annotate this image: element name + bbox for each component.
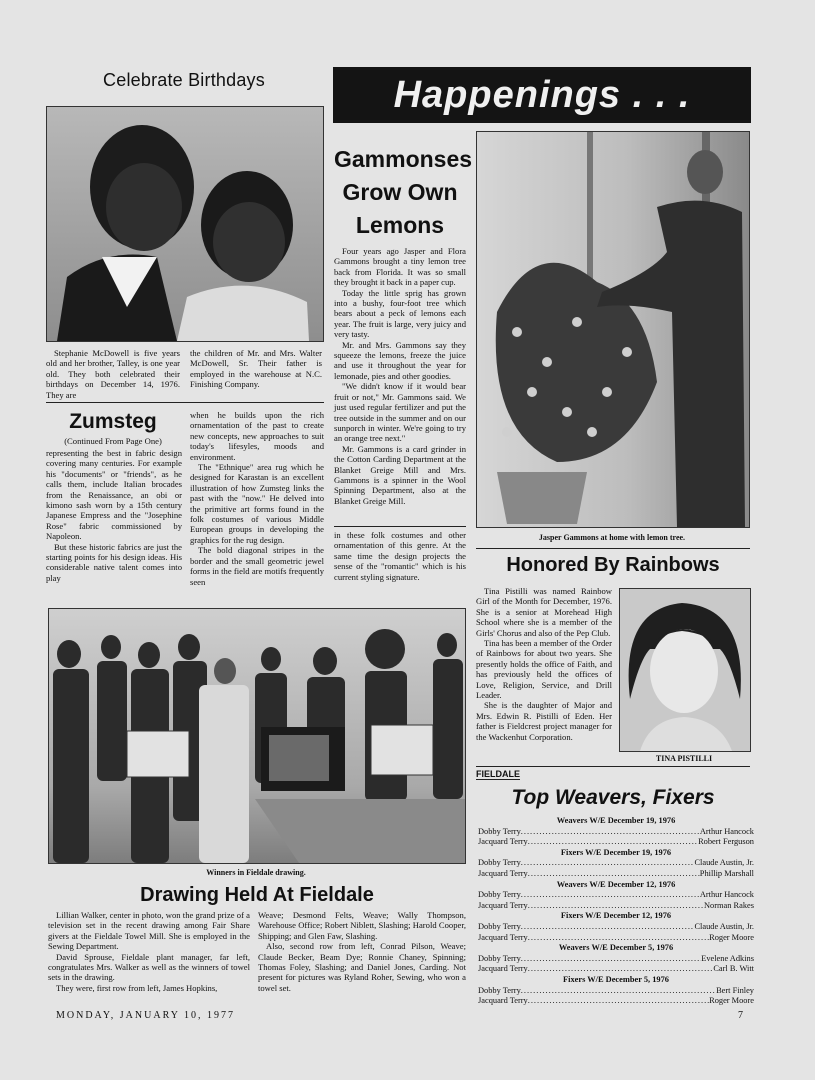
zumsteg-column-3 (334, 530, 466, 582)
weavers-row (478, 954, 754, 965)
winner-name: Phillip Marshall (699, 868, 754, 878)
lemon-tree-photo (476, 131, 750, 528)
loom-type: Dobby Terry (478, 826, 521, 836)
zumsteg-column-2 (190, 410, 324, 587)
weavers-row (478, 890, 754, 901)
winner-name: Roger Moore (709, 932, 754, 942)
weavers-row (478, 986, 754, 997)
fieldale-drawing-photo (48, 608, 466, 864)
drawing-column-1 (48, 910, 250, 993)
winner-name: Bert Finley (716, 985, 754, 995)
winner-name: Robert Ferguson (698, 837, 754, 847)
lemon-photo-caption: Jasper Gammons at home with lemon tree. (538, 533, 686, 542)
rainbows-article (476, 586, 612, 742)
zumsteg-col2-paragraph: The bold diagonal stripes in the border and the small geometric jewel forms in the field are motifs frequently seen (190, 545, 324, 587)
children-illustration (47, 107, 323, 341)
portrait-illustration (620, 589, 750, 751)
lemons-paragraph: Mr. and Mrs. Gammons say they squeeze the lemons, freeze the juice and use it throughout the year for lemonade, pies and other goodies. (334, 339, 466, 381)
drawing-photo-caption: Winners in Fieldale drawing. (206, 868, 306, 877)
weavers-section-title: Fixers W/E December 5, 1976 (563, 974, 669, 984)
winner-name: Claude Austin, Jr. (694, 858, 754, 868)
zumsteg-col2-paragraph: The "Ethnique" area rug which he designed for Karastan is an excellent illustration of how Zumsteg links the past with the "now." He delved into the primitive art forms found in the folk costumes of various Middle European groups in developing the graphics for the rug design. (190, 462, 324, 545)
zumsteg-col3-paragraph: in these folk costumes and other ornamentation of this genre. At the same time the design projects the sense of the "romantic" which is his current styling signature. (334, 530, 466, 582)
loom-type: Jacquard Terry (478, 932, 528, 942)
fieldale-kicker: FIELDALE (476, 769, 520, 779)
lemons-paragraph: Mr. Gammons is a card grinder in the Cotton Carding Department at the Blanket Greige Mill and Mrs. Gammons is a spinner in the Wool Spinning Department, also at the Blanket Greige Mill. (334, 443, 466, 506)
winner-name: Arthur Hancock (699, 826, 754, 836)
lemons-paragraph: Four years ago Jasper and Flora Gammons brought a tiny lemon tree back from Florida. It was so small they brought it back in a paper cup. (334, 246, 466, 288)
weavers-row (478, 933, 754, 944)
birthdays-heading: Celebrate Birthdays (103, 70, 265, 90)
loom-type: Jacquard Terry (478, 868, 528, 878)
footer-date: MONDAY, JANUARY 10, 1977 (56, 1010, 236, 1021)
zumsteg-col2-paragraph: when he builds upon the rich ornamentation of the past to create new concepts, new approaches to suit today's lifesyles, moods and environment. (190, 410, 324, 462)
rainbows-paragraph: She is the daughter of Major and Mrs. Edwin R. Pistilli of Eden. Her father is Fieldcrest project manager for the Wackenhut Corporation. (476, 700, 612, 742)
loom-type: Dobby Terry (478, 858, 521, 868)
winner-name: Arthur Hancock (699, 890, 754, 900)
weavers-section-title: Fixers W/E December 12, 1976 (560, 911, 672, 921)
drawing-paragraph: They were, first row from left, James Hopkins, (56, 982, 218, 993)
loom-type: Dobby Terry (478, 890, 521, 900)
weavers-row (478, 858, 754, 869)
zumsteg-col1-paragraph: But these historic fabrics are just the starting points for his design ideas. His considerable native talent comes into play (46, 541, 182, 583)
birthdays-caption-right: the children of Mr. and Mrs. Walter McDowell, Sr. Their father is employed in the warehouse at N.C. Finishing Company. (190, 348, 322, 390)
zumsteg-continued: (Continued From Page One) (64, 436, 162, 446)
drawing-headline: Drawing Held At Fieldale (140, 884, 374, 906)
weavers-row (478, 922, 754, 933)
zumsteg-col1-paragraph: representing the best in fabric design covering many centuries. For example his "documents" or "friends", as he calls them, include Italian brocades from the Renaissance, an obi or kimono sash worn by a 15th century Japanese Empress and the "Josephine Rose" fabric commissioned by Napoleon. (46, 448, 182, 542)
birthdays-caption-left: Stephanie McDowell is five years old and her brother, Talley, is one year old. They both celebrated their birthdays on December 14, 1976. They are (46, 348, 180, 400)
happenings-title: Happenings . . . (393, 74, 691, 116)
weavers-row (478, 827, 754, 838)
lemons-headline: Gammonses Grow Own Lemons (334, 146, 473, 238)
loom-type: Dobby Terry (478, 985, 521, 995)
zumsteg-headline: Zumsteg (69, 410, 157, 433)
page-number: 7 (738, 1010, 743, 1021)
weavers-section-title: Weavers W/E December 5, 1976 (558, 943, 674, 953)
lemons-paragraph: "We didn't know if it would bear fruit or not," Mr. Gammons said. We just used regular fertilizer and put the tree outside in the summer and on our sunporch in winter. We're going to try an orange tree next." (334, 381, 466, 444)
loom-type: Jacquard Terry (478, 964, 528, 974)
lemons-article (334, 246, 466, 506)
rainbows-headline: Honored By Rainbows (506, 554, 720, 576)
winner-name: Norman Rakes (703, 900, 754, 910)
birthdays-photo (46, 106, 324, 342)
drawing-paragraph: Also, second row from left, Conrad Pilson, Weave; Claude Becker, Beam Dye; Ronnie Chaney, Spinning; Thomas Foley, Slashing; and Daniel Jones, Carding. Not present for pictures was Ryland Roher, Sewing, who won a towel set. (258, 941, 466, 993)
loom-type: Jacquard Terry (478, 996, 528, 1006)
lemon-tree-illustration (477, 132, 749, 527)
drawing-column-2 (258, 910, 466, 993)
drawing-paragraph: Weave; Desmond Felts, Weave; Wally Thompson, Warehouse Office; Robert Niblett, Slashing; Harold Cooper, Shipping; and Glen Faw, Slashing. (258, 910, 466, 941)
loom-type: Jacquard Terry (478, 900, 528, 910)
group-photo-illustration (49, 609, 465, 863)
winner-name: Claude Austin, Jr. (694, 921, 754, 931)
rainbows-paragraph: Tina Pistilli was named Rainbow Girl of the Month for December, 1976. She is a senior at Morehead High School where she is a member of the Girls' Chorus and also of the Pep Club. (476, 586, 612, 638)
weavers-section-title: Weavers W/E December 12, 1976 (556, 879, 676, 889)
weavers-row (478, 901, 754, 912)
loom-type: Dobby Terry (478, 953, 521, 963)
drawing-paragraph: Lillian Walker, center in photo, won the grand prize of a television set in the recent drawing among Fair Share givers at the Fieldale Towel Mill. She is employed in the Sewing Department. (48, 910, 250, 952)
zumsteg-column-1 (46, 448, 182, 583)
weavers-section-title: Fixers W/E December 19, 1976 (560, 847, 672, 857)
weavers-headline: Top Weavers, Fixers (511, 786, 715, 809)
loom-type: Dobby Terry (478, 921, 521, 931)
winner-name: Roger Moore (709, 996, 754, 1006)
rainbows-paragraph: Tina has been a member of the Order of Rainbows for about two years. She presently holds the office of Faith, and has previously held the offices of Love, Religion, Service, and Drill Leader. (476, 638, 612, 701)
tina-pistilli-photo (619, 588, 751, 752)
weavers-row (478, 996, 754, 1007)
weavers-row (478, 964, 754, 975)
tina-photo-caption: TINA PISTILLI (655, 754, 713, 763)
weavers-row (478, 869, 754, 880)
lemons-paragraph: Today the little sprig has grown into a bushy, four-foot tree which bears about a peck of lemons each year. The fruit is large, very juicy and very tasty. (334, 287, 466, 340)
winner-name: Carl B. Witt (713, 964, 754, 974)
happenings-banner (333, 67, 751, 123)
weavers-section-title: Weavers W/E December 19, 1976 (556, 816, 676, 825)
weavers-table (478, 816, 754, 1007)
drawing-paragraph: David Sprouse, Fieldale plant manager, far left, congratulates Mrs. Walker as well as the winners of towel sets in the drawing. (48, 951, 250, 983)
loom-type: Jacquard Terry (478, 837, 528, 847)
weavers-row (478, 837, 754, 848)
winner-name: Evelene Adkins (701, 953, 754, 963)
